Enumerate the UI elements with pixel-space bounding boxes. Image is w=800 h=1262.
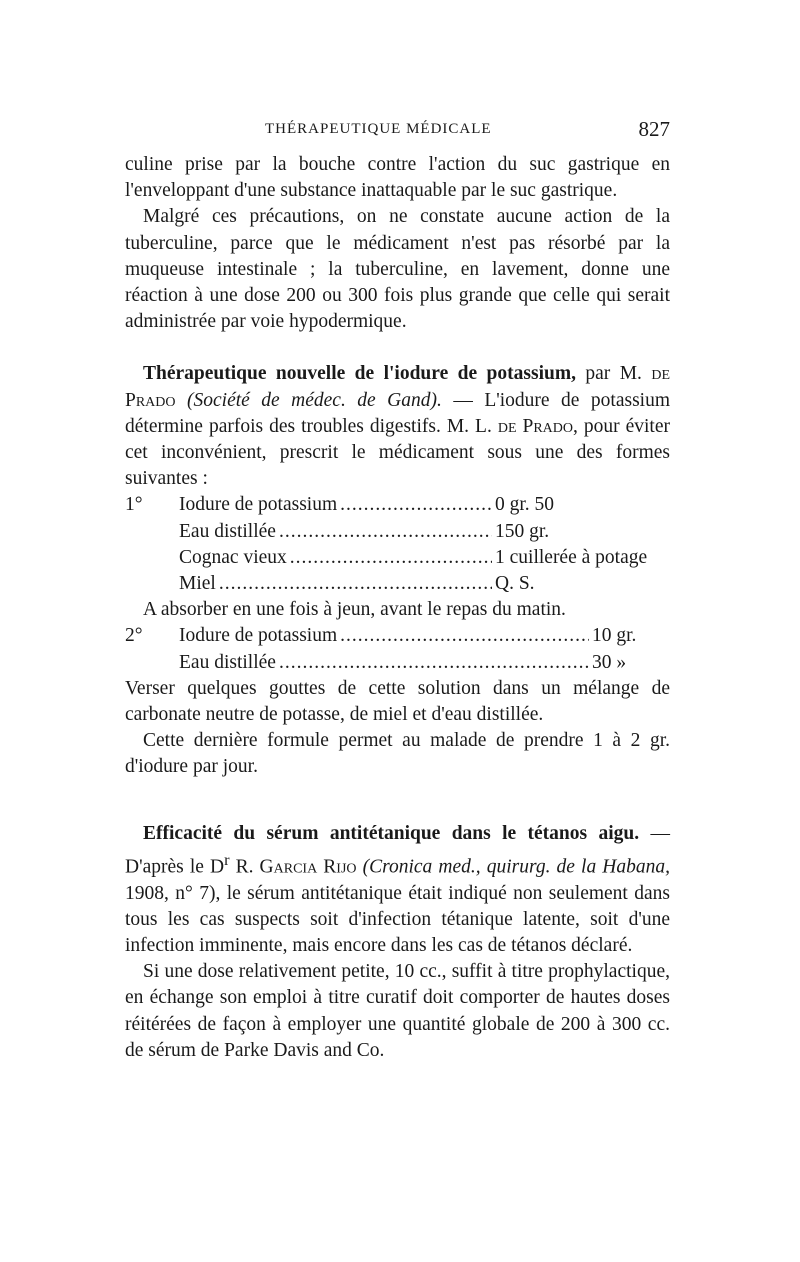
article-heading-2: Efficacité du sérum antitétanique dans le tétanos aigu. (143, 822, 640, 844)
article-text: — L'iodure de potassium détermine parfois des troubles digestifs. M. L. (125, 389, 671, 437)
ingredient-quantity: 10 gr. (592, 625, 637, 647)
article-dash: — D'après le D (125, 822, 670, 878)
article-text-3: 1908, n° 7), le sérum antitétanique était indiqué non seulement dans tous les cas suspects soit d'infection tétanique latente, soit d'une infection imminente, mais encore dans les cas de tétanos déclaré. (125, 882, 670, 956)
ingredient-name: Eau distillée (179, 520, 276, 542)
author-name-3: R. Garcia Rijo (229, 856, 363, 878)
intro-paragraph-2: Malgré ces précautions, on ne constate aucune action de la tuberculine, parce que le médicament n'est pas résorbé par la muqueuse intestinale ; la tuberculine, en lavement, donne une réaction à une dose 200 ou 300 fois plus grande que celle qui serait administrée par voie hypodermique. (125, 206, 670, 333)
spacer (125, 781, 670, 821)
leader-dots (219, 571, 492, 597)
page-body (125, 152, 670, 1064)
instruction-1: A absorber en une fois à jeun, avant le repas du matin. (143, 599, 566, 621)
leader-dots (340, 492, 492, 518)
instruction-3: Cette dernière formule permet au malade de prendre 1 à 2 gr. d'iodure par jour. (125, 730, 670, 778)
formula-row (125, 571, 670, 597)
source-citation-2: (Cronica med., quirurg. de la Habana, (362, 856, 671, 878)
page-header (125, 117, 670, 143)
formula-row (125, 492, 670, 518)
formula-row (125, 623, 670, 649)
formula-row (125, 650, 670, 676)
ingredient-name: Eau distillée (179, 651, 276, 673)
intro-paragraph-1: culine prise par la bouche contre l'action du suc gastrique en l'enveloppant d'une substance inattaquable par le suc gastrique. (125, 154, 670, 202)
ingredient-name: Iodure de potassium (179, 494, 338, 516)
leader-dots (279, 519, 492, 545)
article-serum-intro (125, 821, 670, 960)
page-number: 827 (638, 117, 670, 141)
formula-row (125, 519, 670, 545)
formula-1 (125, 492, 670, 597)
article-heading: Thérapeutique nouvelle de l'iodure de potassium, (143, 363, 576, 385)
formula-2 (125, 623, 670, 675)
author-name: de Prado (125, 363, 670, 411)
ingredient-quantity: 150 gr. (495, 520, 550, 542)
ingredient-quantity: Q. S. (495, 573, 535, 595)
article-iodure-intro (125, 361, 670, 492)
ingredient-name: Miel (179, 573, 216, 595)
formula-row (125, 545, 670, 571)
ingredient-quantity: 0 gr. 50 (495, 494, 555, 516)
leader-dots (340, 623, 589, 649)
formula-number: 1° (125, 494, 143, 516)
ingredient-name: Iodure de potassium (179, 625, 338, 647)
formula-number: 2° (125, 625, 143, 647)
leader-dots (279, 650, 589, 676)
running-title: THÉRAPEUTIQUE MÉDICALE (265, 121, 492, 137)
author-name-2: de Prado (497, 415, 573, 437)
article-serum-paragraph-2: Si une dose relativement petite, 10 cc., suffit à titre prophylactique, en échange son emploi à titre curatif doit comporter de hautes doses réitérées de façon à employer une quantité globale de 200 à 300 cc. de sérum de Parke Davis and Co. (125, 961, 670, 1061)
instruction-2: Verser quelques gouttes de cette solution dans un mélange de carbonate neutre de potasse, de miel et d'eau distillée. (125, 677, 670, 726)
ingredient-quantity: 30 » (592, 651, 627, 673)
spacer (125, 335, 670, 361)
source-citation: (Société de médec. de Gand). (187, 389, 442, 411)
article-text-2: , pour éviter cet inconvénient, prescrit le médicament sous une des formes suivantes : (125, 415, 670, 490)
byline-par: par M. (575, 363, 652, 385)
ingredient-quantity: 1 cuillerée à potage (495, 546, 648, 568)
doctor-superscript: r (224, 850, 230, 869)
ingredient-name: Cognac vieux (179, 546, 287, 568)
leader-dots (290, 545, 492, 571)
